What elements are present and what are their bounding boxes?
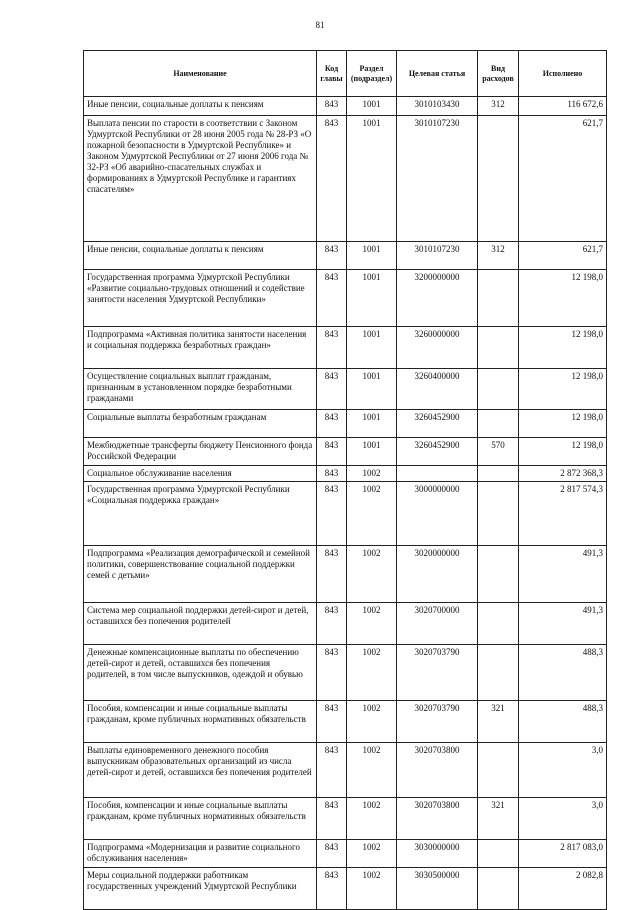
table-row xyxy=(84,868,607,910)
cell-section: 1002 xyxy=(347,701,397,743)
cell-name: Иные пенсии, социальные доплаты к пенсиям xyxy=(84,242,317,270)
table-row xyxy=(84,645,607,701)
cell-kind xyxy=(478,466,519,482)
cell-code: 843 xyxy=(317,645,347,701)
cell-kind xyxy=(478,116,519,242)
cell-target: 3010107230 xyxy=(397,116,478,242)
cell-kind: 312 xyxy=(478,242,519,270)
cell-target: 3020703790 xyxy=(397,645,478,701)
table-row xyxy=(84,327,607,369)
cell-section: 1002 xyxy=(347,868,397,910)
cell-code: 843 xyxy=(317,546,347,603)
cell-name: Денежные компенсационные выплаты по обеспечению детей-сирот и детей, оставшихся без попечения родителей, в том числе выпускников, одеждой и обувью xyxy=(84,645,317,701)
cell-code: 843 xyxy=(317,482,347,546)
cell-target xyxy=(397,466,478,482)
budget-table xyxy=(83,50,607,910)
cell-code: 843 xyxy=(317,743,347,798)
cell-name: Осуществление социальных выплат гражданам, признанным в установленном порядке безработными гражданами xyxy=(84,369,317,410)
cell-amount: 3,0 xyxy=(519,798,607,840)
cell-section: 1001 xyxy=(347,410,397,438)
cell-section: 1002 xyxy=(347,840,397,868)
cell-code: 843 xyxy=(317,603,347,645)
cell-target: 3010107230 xyxy=(397,242,478,270)
cell-amount: 621,7 xyxy=(519,242,607,270)
cell-name: Меры социальной поддержки работникам государственных учреждений Удмуртской Республики xyxy=(84,868,317,910)
cell-amount: 12 198,0 xyxy=(519,327,607,369)
cell-kind xyxy=(478,603,519,645)
cell-section: 1001 xyxy=(347,438,397,466)
cell-name: Выплаты единовременного денежного пособия выпускникам образовательных организаций из числа детей-сирот и детей, оставшихся без попечения родителей xyxy=(84,743,317,798)
cell-name: Пособия, компенсации и иные социальные выплаты гражданам, кроме публичных нормативных обязательств xyxy=(84,701,317,743)
cell-section: 1002 xyxy=(347,466,397,482)
cell-code: 843 xyxy=(317,701,347,743)
cell-code: 843 xyxy=(317,116,347,242)
cell-target: 3200000000 xyxy=(397,270,478,327)
cell-kind: 312 xyxy=(478,97,519,116)
cell-target: 3030000000 xyxy=(397,840,478,868)
cell-amount: 488,3 xyxy=(519,701,607,743)
cell-code: 843 xyxy=(317,840,347,868)
cell-kind xyxy=(478,327,519,369)
cell-name: Государственная программа Удмуртской Республики «Развитие социально-трудовых отношений и содействие занятости населения Удмуртской Республики» xyxy=(84,270,317,327)
cell-amount: 488,3 xyxy=(519,645,607,701)
cell-section: 1002 xyxy=(347,743,397,798)
cell-code: 843 xyxy=(317,466,347,482)
cell-name: Иные пенсии, социальные доплаты к пенсиям xyxy=(84,97,317,116)
cell-kind xyxy=(478,270,519,327)
table-row xyxy=(84,410,607,438)
cell-code: 843 xyxy=(317,97,347,116)
header-code: Код главы xyxy=(317,51,347,97)
cell-amount: 491,3 xyxy=(519,603,607,645)
cell-amount: 12 198,0 xyxy=(519,438,607,466)
header-amount: Исполнено xyxy=(519,51,607,97)
cell-amount: 2 817 083,0 xyxy=(519,840,607,868)
header-kind: Вид расходов xyxy=(478,51,519,97)
table-row xyxy=(84,701,607,743)
cell-code: 843 xyxy=(317,798,347,840)
cell-name: Система мер социальной поддержки детей-сирот и детей, оставшихся без попечения родителей xyxy=(84,603,317,645)
cell-amount: 2 817 574,3 xyxy=(519,482,607,546)
cell-kind xyxy=(478,743,519,798)
table-row xyxy=(84,840,607,868)
table-row xyxy=(84,798,607,840)
cell-target: 3260452900 xyxy=(397,438,478,466)
cell-target: 3020000000 xyxy=(397,546,478,603)
cell-name: Социальное обслуживание населения xyxy=(84,466,317,482)
cell-amount: 621,7 xyxy=(519,116,607,242)
cell-target: 3020700000 xyxy=(397,603,478,645)
cell-kind xyxy=(478,410,519,438)
cell-amount: 2 872 368,3 xyxy=(519,466,607,482)
cell-code: 843 xyxy=(317,438,347,466)
cell-amount: 116 672,6 xyxy=(519,97,607,116)
table-row xyxy=(84,743,607,798)
cell-section: 1001 xyxy=(347,369,397,410)
cell-amount: 3,0 xyxy=(519,743,607,798)
cell-kind xyxy=(478,645,519,701)
cell-section: 1001 xyxy=(347,116,397,242)
table-row xyxy=(84,482,607,546)
header-section: Раздел (подраздел) xyxy=(347,51,397,97)
cell-kind xyxy=(478,840,519,868)
cell-section: 1002 xyxy=(347,546,397,603)
cell-name: Подпрограмма «Реализация демографической и семейной политики, совершенствование социальной поддержки семей с детьми» xyxy=(84,546,317,603)
table-row xyxy=(84,603,607,645)
cell-name: Пособия, компенсации и иные социальные выплаты гражданам, кроме публичных нормативных обязательств xyxy=(84,798,317,840)
cell-section: 1001 xyxy=(347,270,397,327)
cell-section: 1002 xyxy=(347,482,397,546)
table-row xyxy=(84,97,607,116)
cell-code: 843 xyxy=(317,369,347,410)
cell-section: 1002 xyxy=(347,798,397,840)
cell-name: Социальные выплаты безработным гражданам xyxy=(84,410,317,438)
cell-amount: 12 198,0 xyxy=(519,270,607,327)
page-number: 81 xyxy=(315,20,325,30)
table-row xyxy=(84,242,607,270)
cell-section: 1002 xyxy=(347,645,397,701)
header-target: Целевая статья xyxy=(397,51,478,97)
cell-amount: 491,3 xyxy=(519,546,607,603)
cell-target: 3260400000 xyxy=(397,369,478,410)
cell-amount: 2 082,8 xyxy=(519,868,607,910)
cell-section: 1001 xyxy=(347,242,397,270)
cell-target: 3020703790 xyxy=(397,701,478,743)
cell-name: Выплата пенсии по старости в соответствии с Законом Удмуртской Республики от 28 июня 2005 года № 28-РЗ «О пожарной безопасности в Удмуртской Республике» и Законом Удмуртской Республики от 27 июня 2006 года № 32-РЗ «Об аварийно-спасательных службах и формированиях в Удмуртской Республике и гарантиях спасателям» xyxy=(84,116,317,242)
cell-amount: 12 198,0 xyxy=(519,410,607,438)
cell-target: 3020703800 xyxy=(397,743,478,798)
cell-target: 3030500000 xyxy=(397,868,478,910)
cell-kind xyxy=(478,482,519,546)
cell-kind xyxy=(478,369,519,410)
cell-code: 843 xyxy=(317,242,347,270)
cell-code: 843 xyxy=(317,410,347,438)
cell-amount: 12 198,0 xyxy=(519,369,607,410)
cell-code: 843 xyxy=(317,270,347,327)
cell-name: Подпрограмма «Модернизация и развитие социального обслуживания населения» xyxy=(84,840,317,868)
cell-name: Подпрограмма «Активная политика занятости населения и социальная поддержка безработных граждан» xyxy=(84,327,317,369)
header-name: Наименование xyxy=(84,51,317,97)
cell-kind xyxy=(478,546,519,603)
cell-target: 3000000000 xyxy=(397,482,478,546)
cell-section: 1001 xyxy=(347,97,397,116)
table-header-row xyxy=(84,51,607,97)
table-row xyxy=(84,270,607,327)
cell-section: 1001 xyxy=(347,327,397,369)
table-row xyxy=(84,116,607,242)
cell-kind: 570 xyxy=(478,438,519,466)
cell-kind xyxy=(478,868,519,910)
cell-target: 3010103430 xyxy=(397,97,478,116)
table-row xyxy=(84,438,607,466)
cell-target: 3020703800 xyxy=(397,798,478,840)
table-row xyxy=(84,466,607,482)
table-row xyxy=(84,369,607,410)
cell-name: Государственная программа Удмуртской Республики «Социальная поддержка граждан» xyxy=(84,482,317,546)
cell-target: 3260452900 xyxy=(397,410,478,438)
cell-name: Межбюджетные трансферты бюджету Пенсионного фонда Российской Федерации xyxy=(84,438,317,466)
cell-code: 843 xyxy=(317,868,347,910)
cell-section: 1002 xyxy=(347,603,397,645)
cell-kind: 321 xyxy=(478,798,519,840)
cell-kind: 321 xyxy=(478,701,519,743)
table-row xyxy=(84,546,607,603)
cell-target: 3260000000 xyxy=(397,327,478,369)
cell-code: 843 xyxy=(317,327,347,369)
